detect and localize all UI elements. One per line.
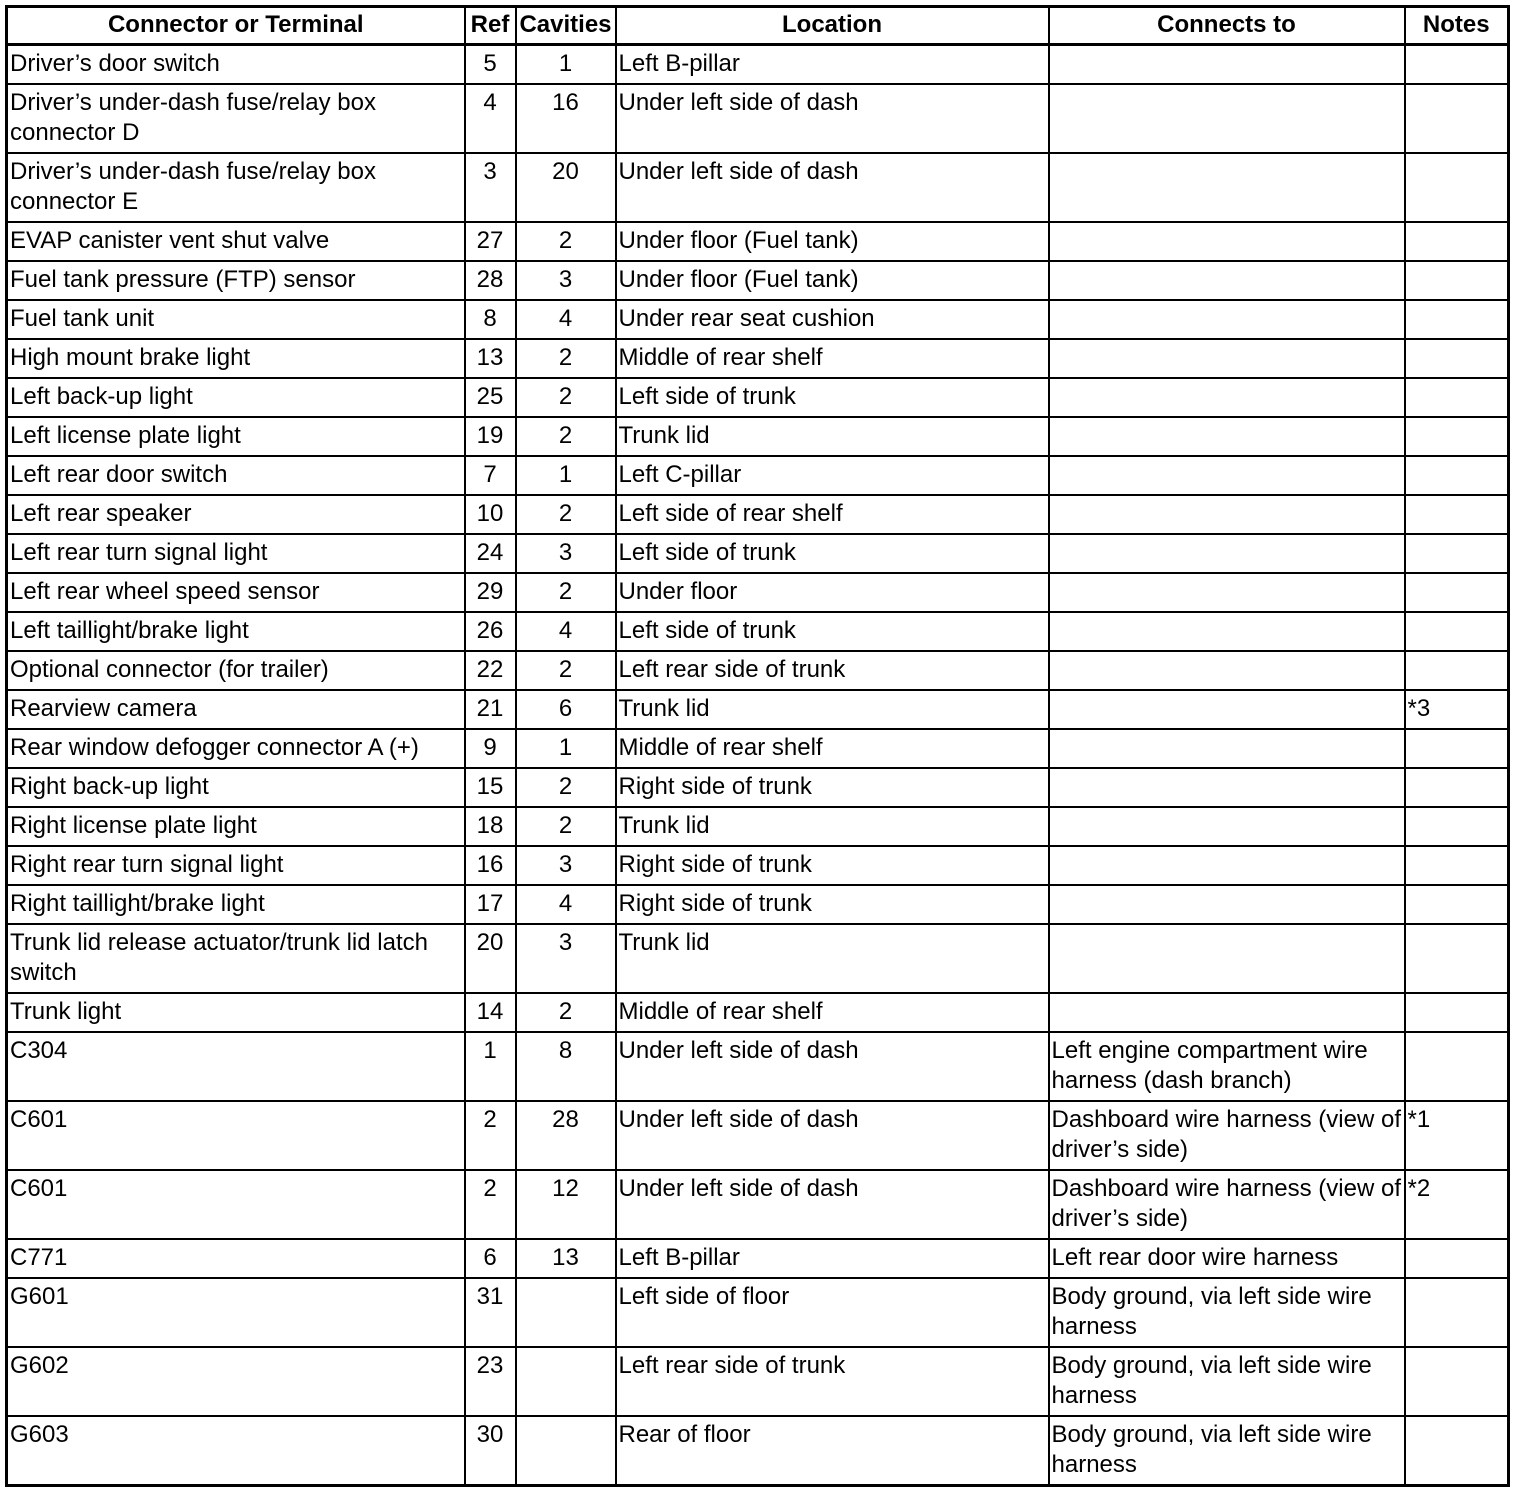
cell-notes — [1405, 885, 1509, 924]
cell-cavities — [516, 1278, 616, 1347]
cell-notes — [1405, 1278, 1509, 1347]
cell-connector: Left back-up light — [7, 378, 465, 417]
cell-ref: 26 — [465, 612, 516, 651]
cell-location: Under left side of dash — [616, 1032, 1049, 1101]
cell-cavities: 1 — [516, 729, 616, 768]
cell-location: Trunk lid — [616, 924, 1049, 993]
cell-notes — [1405, 417, 1509, 456]
cell-connector: C304 — [7, 1032, 465, 1101]
header-notes: Notes — [1405, 7, 1509, 45]
cell-notes: *1 — [1405, 1101, 1509, 1170]
cell-cavities: 2 — [516, 378, 616, 417]
table-row — [7, 417, 1509, 456]
cell-ref: 5 — [465, 45, 516, 85]
cell-connector: Right taillight/brake light — [7, 885, 465, 924]
cell-connector: Right rear turn signal light — [7, 846, 465, 885]
cell-location: Left C-pillar — [616, 456, 1049, 495]
cell-connects-to — [1049, 690, 1405, 729]
cell-connects-to — [1049, 573, 1405, 612]
cell-location: Middle of rear shelf — [616, 729, 1049, 768]
table-row — [7, 846, 1509, 885]
cell-connects-to — [1049, 534, 1405, 573]
cell-connector: C771 — [7, 1239, 465, 1278]
cell-location: Middle of rear shelf — [616, 993, 1049, 1032]
cell-cavities: 3 — [516, 846, 616, 885]
cell-connector: Left license plate light — [7, 417, 465, 456]
cell-location: Trunk lid — [616, 417, 1049, 456]
table-header — [7, 7, 1509, 45]
header-cavities: Cavities — [516, 7, 616, 45]
cell-notes — [1405, 1032, 1509, 1101]
cell-notes — [1405, 495, 1509, 534]
cell-ref: 17 — [465, 885, 516, 924]
cell-connects-to — [1049, 729, 1405, 768]
cell-connects-to — [1049, 807, 1405, 846]
cell-cavities: 3 — [516, 261, 616, 300]
cell-connector: G602 — [7, 1347, 465, 1416]
cell-connector: Fuel tank pressure (FTP) sensor — [7, 261, 465, 300]
cell-cavities — [516, 1347, 616, 1416]
cell-connector: Left rear door switch — [7, 456, 465, 495]
cell-connects-to: Body ground, via left side wire harness — [1049, 1278, 1405, 1347]
table-row — [7, 768, 1509, 807]
cell-location: Under floor — [616, 573, 1049, 612]
cell-ref: 1 — [465, 1032, 516, 1101]
cell-location: Under left side of dash — [616, 84, 1049, 153]
cell-cavities: 4 — [516, 885, 616, 924]
cell-ref: 14 — [465, 993, 516, 1032]
cell-cavities: 2 — [516, 651, 616, 690]
cell-location: Middle of rear shelf — [616, 339, 1049, 378]
cell-cavities: 2 — [516, 807, 616, 846]
cell-connects-to — [1049, 768, 1405, 807]
cell-cavities: 2 — [516, 222, 616, 261]
cell-cavities: 3 — [516, 534, 616, 573]
table-row — [7, 495, 1509, 534]
table-row — [7, 378, 1509, 417]
cell-cavities: 12 — [516, 1170, 616, 1239]
table-row — [7, 690, 1509, 729]
cell-connects-to — [1049, 84, 1405, 153]
cell-connector: G603 — [7, 1416, 465, 1486]
cell-connects-to: Left rear door wire harness — [1049, 1239, 1405, 1278]
cell-connector: Left taillight/brake light — [7, 612, 465, 651]
table-row — [7, 885, 1509, 924]
cell-ref: 30 — [465, 1416, 516, 1486]
cell-connector: Driver’s under-dash fuse/relay box connector E — [7, 153, 465, 222]
cell-connector: Rear window defogger connector A (+) — [7, 729, 465, 768]
cell-cavities: 20 — [516, 153, 616, 222]
cell-notes — [1405, 456, 1509, 495]
cell-notes — [1405, 846, 1509, 885]
cell-connector: High mount brake light — [7, 339, 465, 378]
cell-connector: Trunk lid release actuator/trunk lid latch switch — [7, 924, 465, 993]
cell-connects-to: Body ground, via left side wire harness — [1049, 1347, 1405, 1416]
cell-location: Left rear side of trunk — [616, 1347, 1049, 1416]
cell-location: Left B-pillar — [616, 45, 1049, 85]
cell-connects-to: Dashboard wire harness (view of driver’s side) — [1049, 1170, 1405, 1239]
table-row — [7, 924, 1509, 993]
table-row — [7, 456, 1509, 495]
cell-cavities: 3 — [516, 924, 616, 993]
cell-ref: 4 — [465, 84, 516, 153]
cell-cavities: 2 — [516, 495, 616, 534]
table-row — [7, 261, 1509, 300]
cell-ref: 15 — [465, 768, 516, 807]
table-row — [7, 300, 1509, 339]
cell-location: Under left side of dash — [616, 153, 1049, 222]
cell-connector: Left rear turn signal light — [7, 534, 465, 573]
cell-connects-to — [1049, 222, 1405, 261]
table-row — [7, 1416, 1509, 1486]
cell-location: Rear of floor — [616, 1416, 1049, 1486]
cell-connects-to — [1049, 612, 1405, 651]
cell-ref: 6 — [465, 1239, 516, 1278]
cell-connector: Right license plate light — [7, 807, 465, 846]
connector-table — [5, 5, 1510, 1487]
cell-connects-to — [1049, 417, 1405, 456]
cell-notes — [1405, 84, 1509, 153]
table-row — [7, 84, 1509, 153]
table-row — [7, 534, 1509, 573]
cell-connects-to — [1049, 495, 1405, 534]
cell-ref: 7 — [465, 456, 516, 495]
cell-location: Under left side of dash — [616, 1170, 1049, 1239]
cell-notes: *3 — [1405, 690, 1509, 729]
table-row — [7, 1278, 1509, 1347]
cell-location: Trunk lid — [616, 807, 1049, 846]
cell-cavities: 8 — [516, 1032, 616, 1101]
cell-connector: C601 — [7, 1101, 465, 1170]
cell-connects-to — [1049, 885, 1405, 924]
cell-ref: 2 — [465, 1170, 516, 1239]
cell-connects-to — [1049, 153, 1405, 222]
cell-connector: C601 — [7, 1170, 465, 1239]
cell-connects-to — [1049, 45, 1405, 85]
cell-notes — [1405, 222, 1509, 261]
cell-cavities: 2 — [516, 993, 616, 1032]
cell-connector: Fuel tank unit — [7, 300, 465, 339]
cell-notes — [1405, 300, 1509, 339]
cell-notes — [1405, 924, 1509, 993]
cell-ref: 28 — [465, 261, 516, 300]
cell-cavities: 4 — [516, 612, 616, 651]
cell-connects-to — [1049, 651, 1405, 690]
header-row — [7, 7, 1509, 45]
cell-location: Trunk lid — [616, 690, 1049, 729]
cell-connects-to: Body ground, via left side wire harness — [1049, 1416, 1405, 1486]
cell-connects-to — [1049, 339, 1405, 378]
cell-connector: G601 — [7, 1278, 465, 1347]
cell-cavities: 2 — [516, 768, 616, 807]
cell-notes — [1405, 1239, 1509, 1278]
cell-connector: Right back-up light — [7, 768, 465, 807]
table-row — [7, 729, 1509, 768]
cell-notes — [1405, 1347, 1509, 1416]
cell-connector: Driver’s door switch — [7, 45, 465, 85]
cell-location: Left side of trunk — [616, 612, 1049, 651]
table-row — [7, 153, 1509, 222]
cell-location: Left side of floor — [616, 1278, 1049, 1347]
cell-connects-to — [1049, 378, 1405, 417]
cell-ref: 27 — [465, 222, 516, 261]
cell-ref: 10 — [465, 495, 516, 534]
table-row — [7, 1347, 1509, 1416]
cell-cavities: 13 — [516, 1239, 616, 1278]
cell-cavities: 16 — [516, 84, 616, 153]
cell-notes — [1405, 45, 1509, 85]
cell-notes — [1405, 378, 1509, 417]
cell-cavities: 6 — [516, 690, 616, 729]
table-row — [7, 651, 1509, 690]
cell-cavities — [516, 1416, 616, 1486]
table-body — [7, 45, 1509, 1486]
cell-connector: Left rear speaker — [7, 495, 465, 534]
cell-notes — [1405, 1416, 1509, 1486]
table-row — [7, 807, 1509, 846]
cell-notes — [1405, 573, 1509, 612]
cell-cavities: 1 — [516, 45, 616, 85]
cell-location: Right side of trunk — [616, 846, 1049, 885]
table-row — [7, 339, 1509, 378]
cell-notes — [1405, 768, 1509, 807]
cell-connector: Left rear wheel speed sensor — [7, 573, 465, 612]
cell-notes — [1405, 153, 1509, 222]
cell-notes — [1405, 612, 1509, 651]
header-location: Location — [616, 7, 1049, 45]
cell-location: Right side of trunk — [616, 768, 1049, 807]
cell-connector: Trunk light — [7, 993, 465, 1032]
cell-location: Right side of trunk — [616, 885, 1049, 924]
cell-ref: 29 — [465, 573, 516, 612]
cell-cavities: 4 — [516, 300, 616, 339]
cell-ref: 31 — [465, 1278, 516, 1347]
cell-connects-to — [1049, 456, 1405, 495]
cell-location: Under floor (Fuel tank) — [616, 261, 1049, 300]
cell-ref: 13 — [465, 339, 516, 378]
header-connects-to: Connects to — [1049, 7, 1405, 45]
cell-cavities: 2 — [516, 417, 616, 456]
cell-notes — [1405, 993, 1509, 1032]
cell-location: Left rear side of trunk — [616, 651, 1049, 690]
cell-ref: 9 — [465, 729, 516, 768]
cell-connects-to: Dashboard wire harness (view of driver’s side) — [1049, 1101, 1405, 1170]
cell-notes: *2 — [1405, 1170, 1509, 1239]
cell-ref: 22 — [465, 651, 516, 690]
cell-notes — [1405, 651, 1509, 690]
cell-notes — [1405, 729, 1509, 768]
cell-ref: 8 — [465, 300, 516, 339]
cell-connects-to — [1049, 846, 1405, 885]
table-row — [7, 1032, 1509, 1101]
table-row — [7, 993, 1509, 1032]
cell-connector: EVAP canister vent shut valve — [7, 222, 465, 261]
cell-connects-to — [1049, 924, 1405, 993]
cell-cavities: 2 — [516, 573, 616, 612]
cell-ref: 16 — [465, 846, 516, 885]
cell-location: Under rear seat cushion — [616, 300, 1049, 339]
cell-notes — [1405, 339, 1509, 378]
cell-ref: 3 — [465, 153, 516, 222]
cell-ref: 18 — [465, 807, 516, 846]
cell-ref: 21 — [465, 690, 516, 729]
cell-connects-to — [1049, 261, 1405, 300]
cell-connects-to — [1049, 300, 1405, 339]
table-row — [7, 222, 1509, 261]
cell-ref: 19 — [465, 417, 516, 456]
cell-location: Under left side of dash — [616, 1101, 1049, 1170]
header-connector: Connector or Terminal — [7, 7, 465, 45]
table-row — [7, 612, 1509, 651]
cell-connector: Driver’s under-dash fuse/relay box connector D — [7, 84, 465, 153]
cell-location: Left side of rear shelf — [616, 495, 1049, 534]
cell-ref: 20 — [465, 924, 516, 993]
cell-ref: 24 — [465, 534, 516, 573]
table-row — [7, 1170, 1509, 1239]
cell-connects-to — [1049, 993, 1405, 1032]
cell-connects-to: Left engine compartment wire harness (dash branch) — [1049, 1032, 1405, 1101]
cell-notes — [1405, 261, 1509, 300]
cell-cavities: 2 — [516, 339, 616, 378]
header-ref: Ref — [465, 7, 516, 45]
cell-location: Left side of trunk — [616, 534, 1049, 573]
cell-ref: 25 — [465, 378, 516, 417]
cell-connector: Rearview camera — [7, 690, 465, 729]
cell-cavities: 1 — [516, 456, 616, 495]
cell-location: Under floor (Fuel tank) — [616, 222, 1049, 261]
cell-connector: Optional connector (for trailer) — [7, 651, 465, 690]
cell-notes — [1405, 534, 1509, 573]
cell-cavities: 28 — [516, 1101, 616, 1170]
table-row — [7, 45, 1509, 85]
cell-location: Left side of trunk — [616, 378, 1049, 417]
table-row — [7, 1239, 1509, 1278]
table-row — [7, 1101, 1509, 1170]
cell-notes — [1405, 807, 1509, 846]
table-row — [7, 573, 1509, 612]
cell-ref: 23 — [465, 1347, 516, 1416]
cell-location: Left B-pillar — [616, 1239, 1049, 1278]
cell-ref: 2 — [465, 1101, 516, 1170]
